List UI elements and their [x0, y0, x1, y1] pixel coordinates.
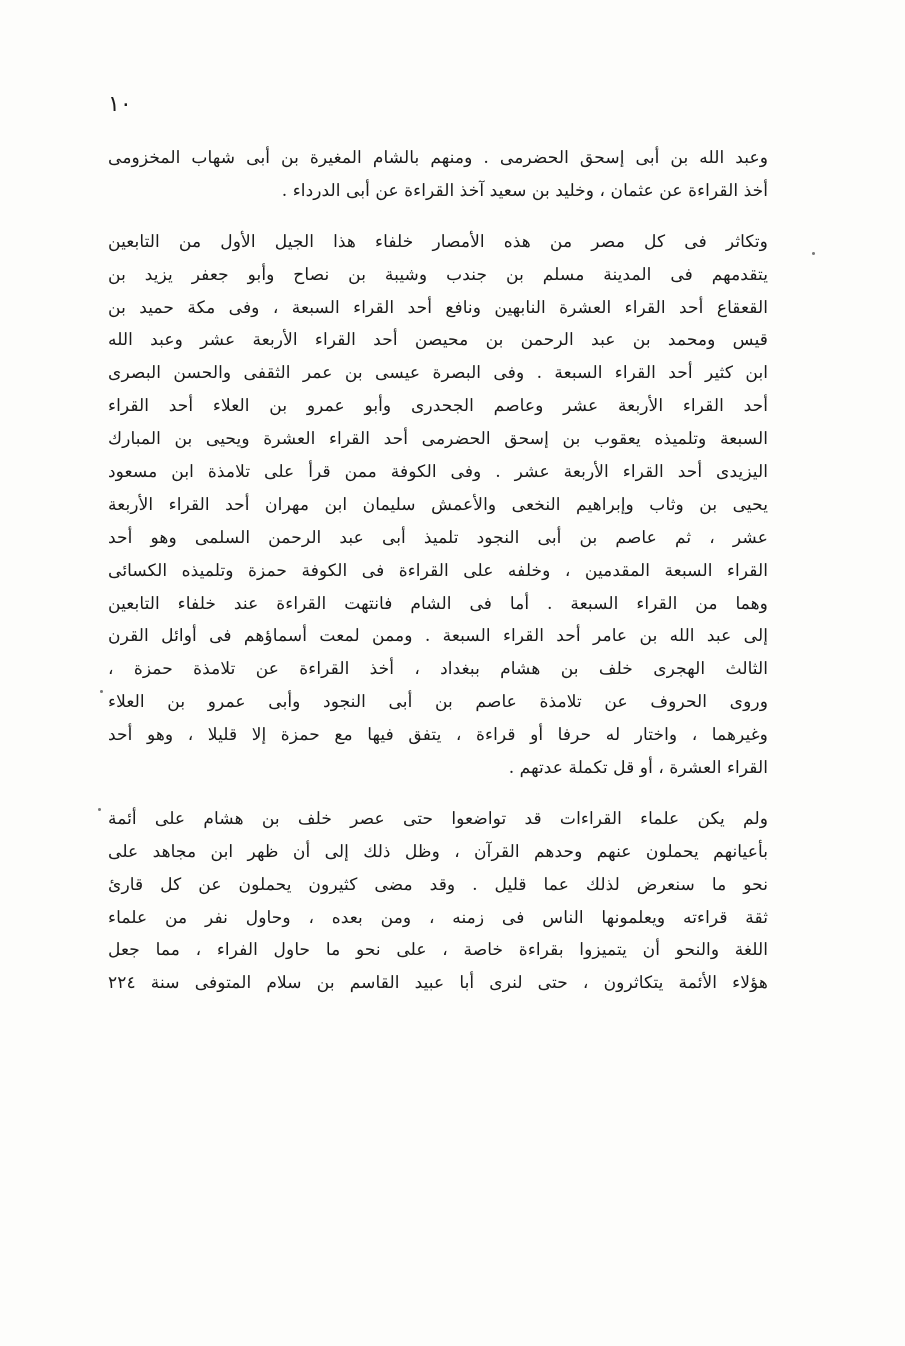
text-line: وتكاثر فى كل مصر من هذه الأمصار خلفاء هذا الجيل الأول من التابعين [108, 231, 768, 252]
text-line: ثقة قراءته ويعلمونها الناس فى زمنه ، ومن بعده ، وحاول نفر من علماء [108, 907, 768, 928]
text-line: وعبد الله بن أبى إسحق الحضرمى . ومنهم بالشام المغيرة بن أبى شهاب المخزومى [108, 148, 768, 168]
text-line: نحو ما سنعرض لذلك عما قليل . وقد مضى كثيرون يحملون عن كل قارئ [108, 874, 768, 895]
text-line: ولم يكن علماء القراءات قد تواضعوا حتى عصر خلف بن هشام على أئمة [108, 808, 768, 829]
text-line: وهما من القراء السبعة . أما فى الشام فانتهت القراءة عند خلفاء التابعين [108, 593, 768, 614]
margin-speck [98, 808, 101, 811]
paragraph [108, 226, 768, 785]
text-line: وغيرهما ، واختار له حرفا أو قراءة ، يتفق فيها مع حمزة إلا قليلا ، وهو أحد [108, 725, 768, 746]
text-line: الثالث الهجرى خلف بن هشام ببغداد ، أخذ القراءة عن تلامذة حمزة ، [108, 659, 768, 680]
text-line: القعقاع أحد القراء العشرة النابهين ونافع أحد القراء السبعة ، وفى مكة حميد بن [108, 297, 768, 318]
text-line: بأعيانهم يحملون عنهم وحدهم القرآن ، وظل ذلك إلى أن ظهر ابن مجاهد على [108, 841, 768, 862]
text-line: أحد القراء الأربعة عشر وعاصم الجحدرى وأبو عمرو بن العلاء أحد القراء [108, 396, 768, 417]
text-line: قيس ومحمد بن عبد الرحمن بن محيصن أحد القراء الأربعة عشر وعبد الله [108, 330, 768, 351]
text-line: عشر ، ثم عاصم بن أبى النجود تلميذ أبى عبد الرحمن السلمى وهو أحد [108, 527, 768, 548]
text-line: وروى الحروف عن تلامذة عاصم بن أبى النجود وأبى عمرو بن العلاء [108, 692, 768, 713]
text-line: اليزيدى أحد القراء الأربعة عشر . وفى الكوفة ممن قرأ على تلامذة ابن مسعود [108, 462, 768, 483]
paragraph [108, 142, 768, 208]
text-line: يتقدمهم فى المدينة مسلم بن جندب وشيبة بن نصاح وأبو جعفر يزيد بن [108, 264, 768, 285]
page-number: ١٠ [108, 92, 132, 117]
text-line: السبعة وتلميذه يعقوب بن إسحق الحضرمى أحد القراء العشرة ويحيى بن المبارك [108, 429, 768, 450]
text-line: أخذ القراءة عن عثمان ، وخليد بن سعيد آخذ القراءة عن أبى الدرداء . [281, 180, 768, 201]
text-line: القراء السبعة المقدمين ، وخلفه على القراءة فى الكوفة حمزة وتلميذه الكسائى [108, 560, 768, 581]
paragraph [108, 803, 768, 1000]
text-line: القراء العشرة ، أو قل تكملة عدتهم . [508, 758, 768, 779]
text-line: ابن كثير أحد القراء السبعة . وفى البصرة عيسى بن عمر الثقفى والحسن البصرى [108, 363, 768, 384]
body-text [108, 142, 768, 1000]
margin-speck [812, 252, 815, 255]
text-line: هؤلاء الأئمة يتكاثرون ، حتى لنرى أبا عبيد القاسم بن سلام المتوفى سنة ٢٢٤ [108, 973, 768, 994]
text-line: إلى عبد الله بن عامر أحد القراء السبعة . وممن لمعت أسماؤهم فى أوائل القرن [108, 626, 768, 647]
margin-speck [100, 690, 103, 693]
text-line: اللغة والنحو أن يتميزوا بقراءة خاصة ، على نحو ما حاول الفراء ، مما جعل [108, 940, 768, 961]
text-line: يحيى بن وثاب وإبراهيم النخعى والأعمش سليمان ابن مهران أحد القراء الأربعة [108, 494, 768, 515]
